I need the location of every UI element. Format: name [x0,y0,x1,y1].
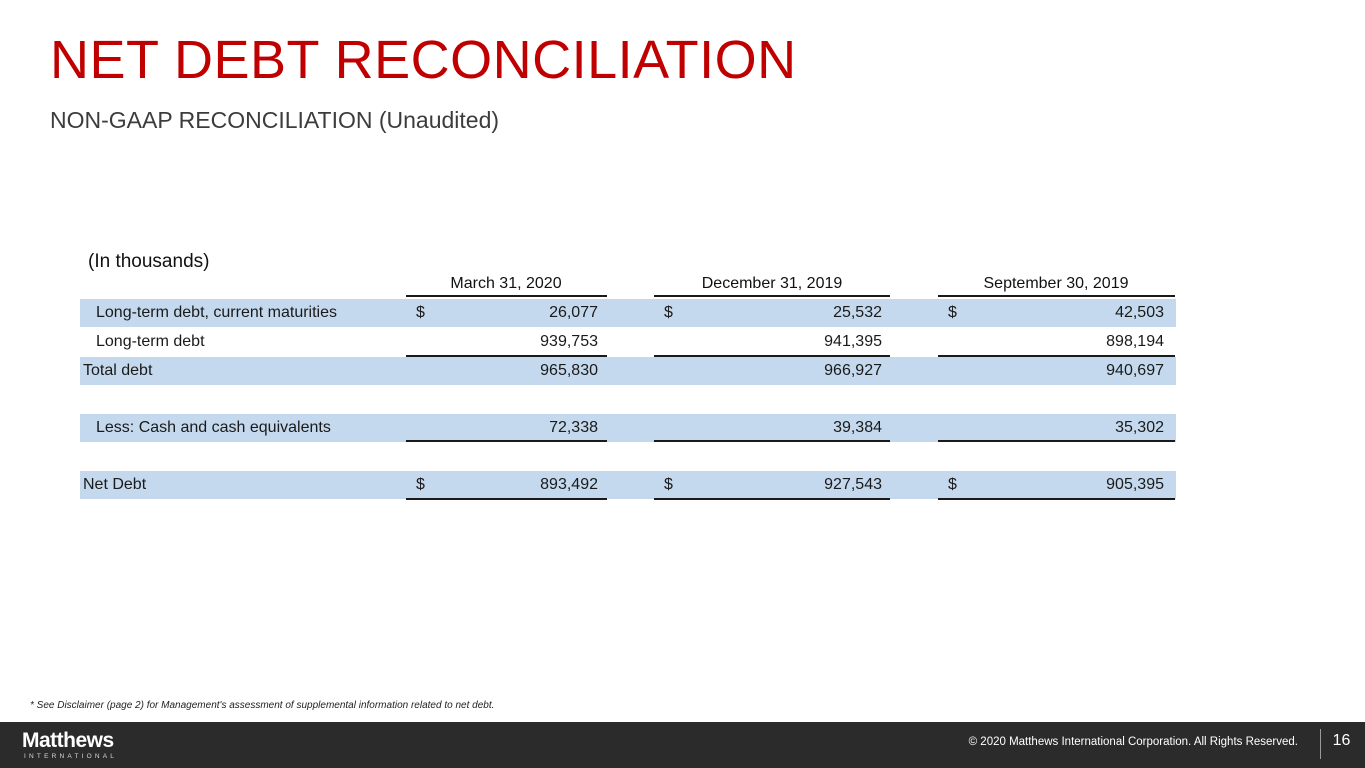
page-number: 16 [1332,732,1351,749]
dollar-sign: $ [416,476,425,493]
value-september-2019: 35,302 [1115,419,1164,436]
value-march-2020: 26,077 [549,304,598,321]
row-label: Long-term debt [96,333,205,350]
table-row [80,414,1176,442]
value-december-2019: 39,384 [833,419,882,436]
company-logo: Matthews [22,729,114,752]
value-march-2020: 72,338 [549,419,598,436]
table-row [80,299,1176,327]
dollar-sign: $ [664,304,673,321]
value-december-2019: 941,395 [824,333,882,350]
column-header-march-2020: March 31, 2020 [450,275,562,292]
header-underline [654,295,890,297]
value-september-2019: 940,697 [1106,362,1164,379]
dollar-sign: $ [416,304,425,321]
value-march-2020: 965,830 [540,362,598,379]
subtotal-rule [406,440,607,442]
row-label: Net Debt [83,476,147,493]
row-label: Less: Cash and cash equivalents [96,419,331,436]
table-row [80,328,1176,356]
copyright-text: © 2020 Matthews International Corporation. All Rights Reserved. [968,736,1298,748]
value-september-2019: 898,194 [1106,333,1164,350]
value-september-2019: 905,395 [1106,476,1164,493]
dollar-sign: $ [664,476,673,493]
header-underline [406,295,607,297]
units-label: (In thousands) [88,251,210,272]
dollar-sign: $ [948,476,957,493]
row-label: Total debt [83,362,153,379]
value-march-2020: 939,753 [540,333,598,350]
column-header-september-2019: September 30, 2019 [983,275,1129,292]
table-row [80,471,1176,499]
value-december-2019: 966,927 [824,362,882,379]
value-december-2019: 927,543 [824,476,882,493]
header-underline [938,295,1175,297]
column-header-december-2019: December 31, 2019 [701,275,843,292]
slide-subtitle: NON-GAAP RECONCILIATION (Unaudited) [50,107,500,133]
total-rule [654,498,890,500]
row-label: Long-term debt, current maturities [96,304,337,321]
subtotal-rule [654,440,890,442]
dollar-sign: $ [948,304,957,321]
footer-divider [1320,729,1321,759]
footnote: * See Disclaimer (page 2) for Management's assessment of supplemental information related to net debt. [30,700,495,711]
slide-title: NET DEBT RECONCILIATION [50,30,797,90]
table-row [80,357,1176,385]
value-september-2019: 42,503 [1115,304,1164,321]
value-march-2020: 893,492 [540,476,598,493]
total-rule [938,498,1175,500]
company-logo-subtext: INTERNATIONAL [24,753,118,760]
total-rule [406,498,607,500]
subtotal-rule [938,440,1175,442]
value-december-2019: 25,532 [833,304,882,321]
